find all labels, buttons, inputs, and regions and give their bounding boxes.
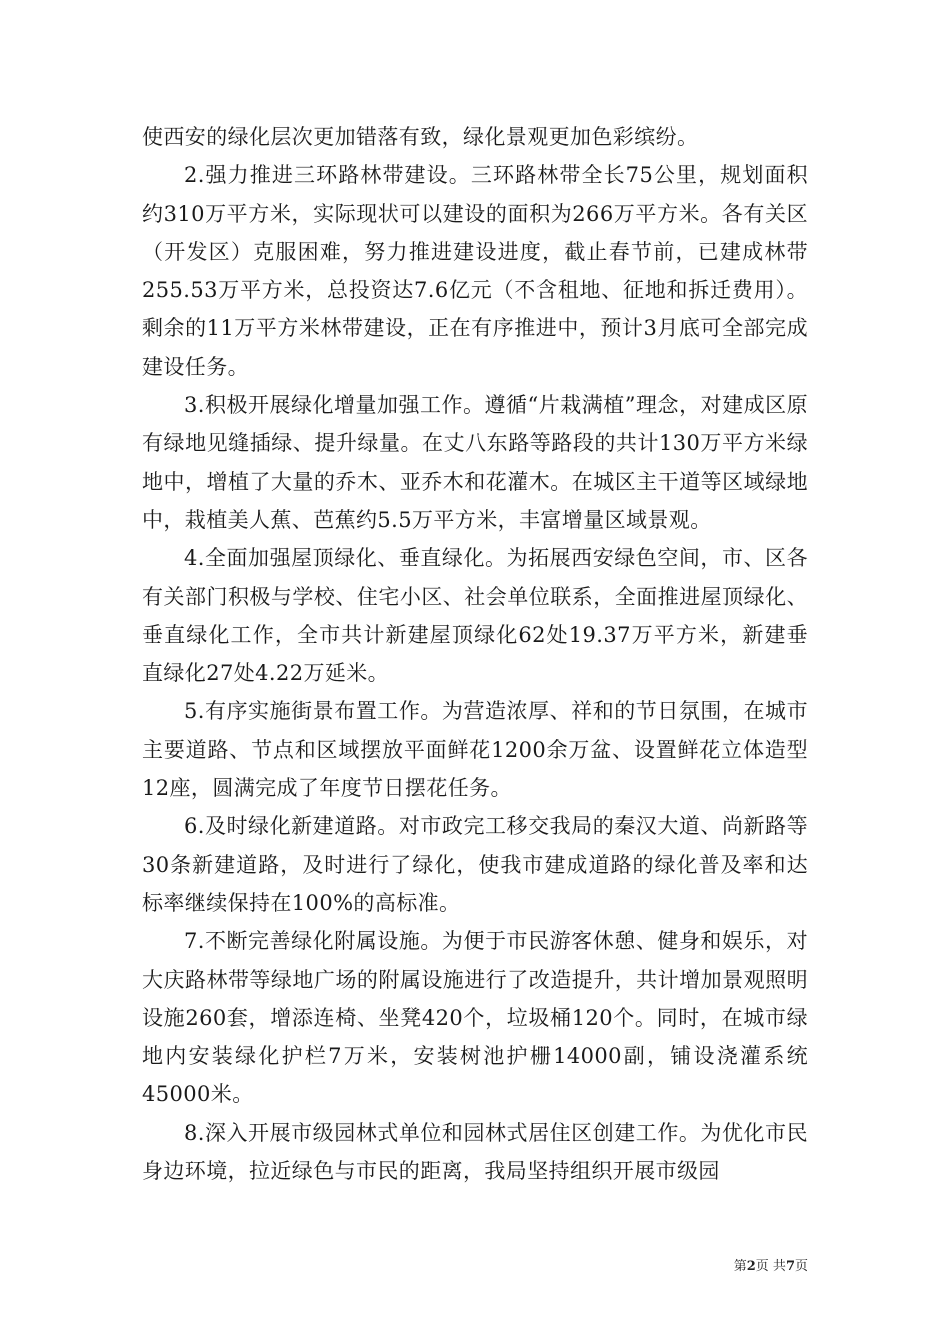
current-page-number: 2 bbox=[746, 1259, 756, 1274]
footer-middle: 页 共 bbox=[755, 1259, 786, 1274]
paragraph-4: 4.全面加强屋顶绿化、垂直绿化。为拓展西安绿色空间，市、区各有关部门积极与学校、住宅小区、社会单位联系，全面推进屋顶绿化、垂直绿化工作，全市共计新建屋顶绿化62处19.37万平方米，新建垂直绿化27处4.22万延米。 bbox=[142, 546, 808, 686]
footer-prefix: 第 bbox=[733, 1259, 747, 1274]
paragraph-2: 2.强力推进三环路林带建设。三环路林带全长75公里，规划面积约310万平方米，实际现状可以建设的面积为266万平方米。各有关区（开发区）克服困难，努力推进建设进度，截止春节前，已建成林带255.53万平方米，总投资达7.6亿元（不含租地、征地和拆迁费用）。剩余的11万平方米林带建设，正在有序推进中，预计3月底可全部完成建设任务。 bbox=[142, 163, 808, 379]
page-footer bbox=[700, 1258, 808, 1276]
paragraph-5: 5.有序实施街景布置工作。为营造浓厚、祥和的节日氛围，在城市主要道路、节点和区域摆放平面鲜花1200余万盆、设置鲜花立体造型12座，圆满完成了年度节日摆花任务。 bbox=[142, 699, 808, 801]
paragraph-3: 3.积极开展绿化增量加强工作。遵循“片栽满植”理念，对建成区原有绿地见缝插绿、提升绿量。在丈八东路等路段的共计130万平方米绿地中，增植了大量的乔木、亚乔木和花灌木。在城区主干道等区域绿地中，栽植美人蕉、芭蕉约5.5万平方米，丰富增量区域景观。 bbox=[142, 393, 808, 532]
body-text bbox=[142, 118, 808, 1190]
paragraph-6: 6.及时绿化新建道路。对市政完工移交我局的秦汉大道、尚新路等30条新建道路，及时进行了绿化，使我市建成道路的绿化普及率和达标率继续保持在100%的高标准。 bbox=[142, 814, 808, 915]
paragraph-1: 使西安的绿化层次更加错落有致，绿化景观更加色彩缤纷。 bbox=[142, 125, 699, 149]
paragraph-8: 8.深入开展市级园林式单位和园林式居住区创建工作。为优化市民身边环境，拉近绿色与市民的距离，我局坚持组织开展市级园 bbox=[142, 1120, 808, 1184]
total-page-number: 7 bbox=[785, 1259, 795, 1274]
footer-suffix: 页 bbox=[794, 1259, 808, 1274]
paragraph-7: 7.不断完善绿化附属设施。为便于市民游客休憩、健身和娱乐，对大庆路林带等绿地广场的附属设施进行了改造提升，共计增加景观照明设施260套，增添连椅、坐凳420个，垃圾桶120个。同时，在城市绿地内安装绿化护栏7万米，安装树池护栅14000副，铺设浇灌系统45000米。 bbox=[142, 929, 808, 1107]
